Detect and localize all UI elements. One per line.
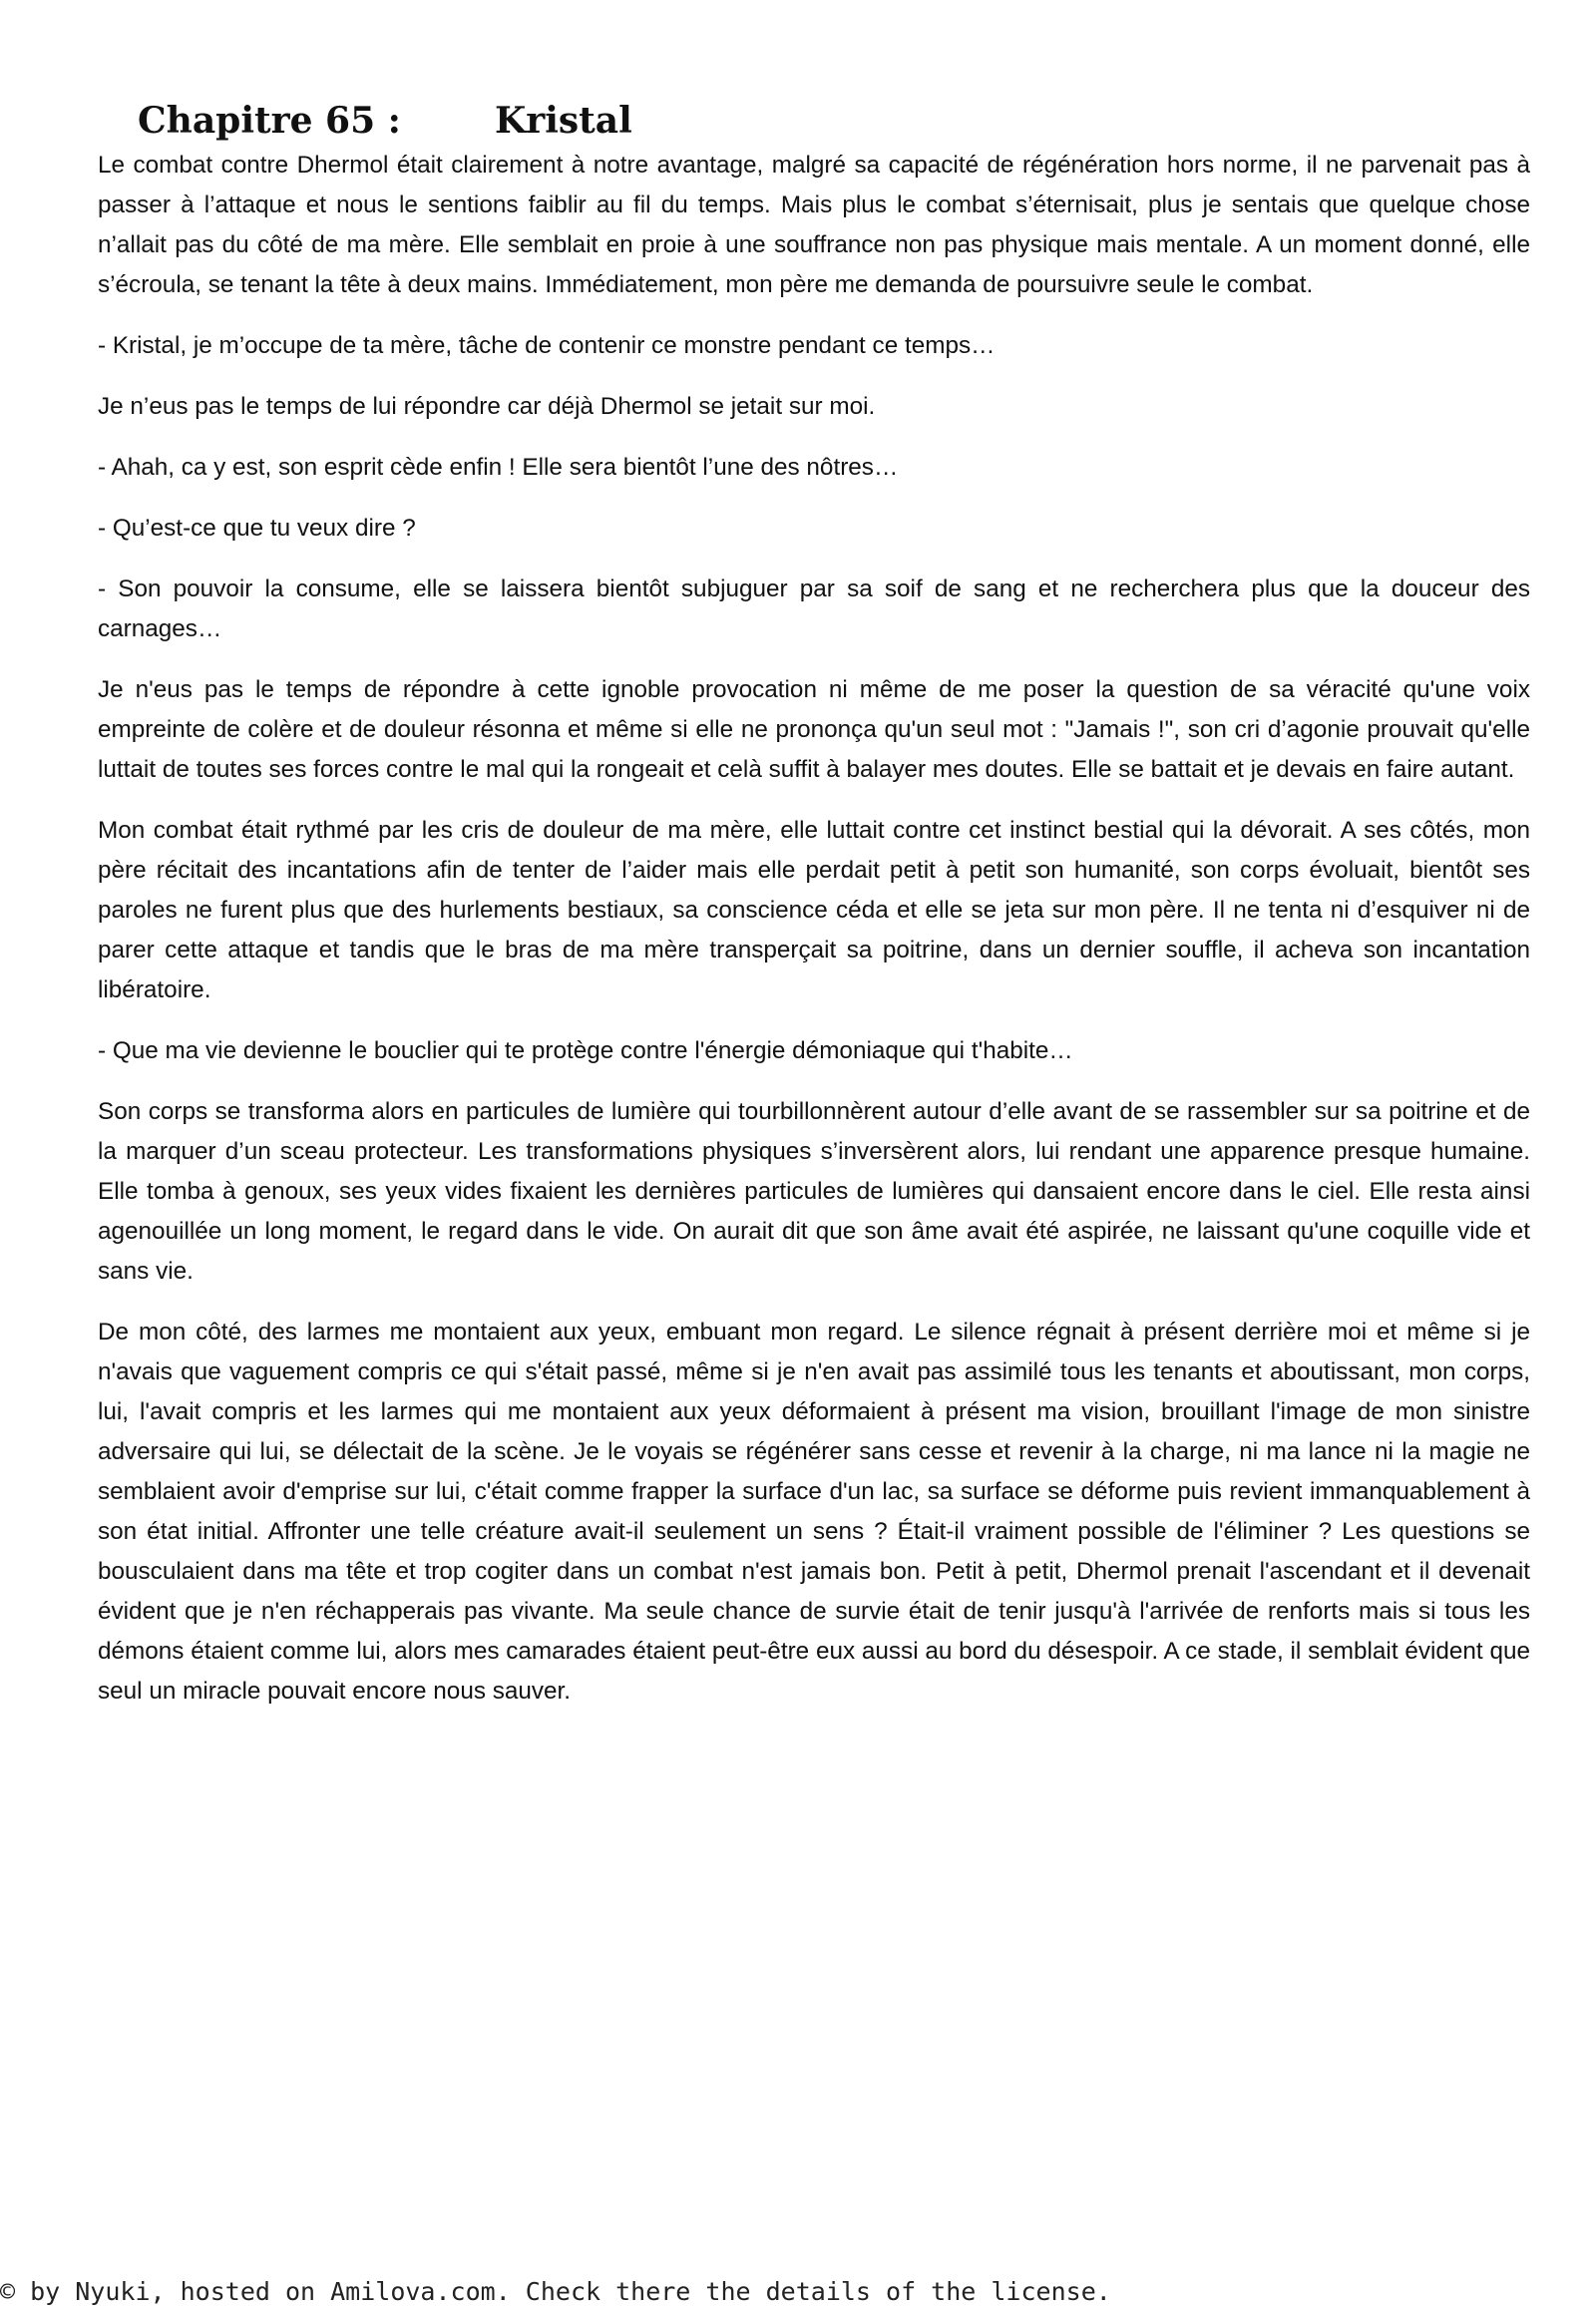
dialogue-line: - Ahah, ca y est, son esprit cède enfin ! Elle sera bientôt l’une des nôtres… bbox=[98, 454, 899, 481]
paragraph: Son corps se transforma alors en particules de lumière qui tourbillonnèrent autour d’elle avant de se rassembler sur sa poitrine et de la marquer d’un sceau protecteur. Les transformations physiques s’inversèrent alors, lui rendant une apparence presque humaine. Elle tomba à genoux, ses yeux vides fixaient les dernières particules de lumières qui dansaient encore dans le ciel. Elle resta ainsi agenouillée un long moment, le regard dans le vide. On aurait dit que son âme avait été aspirée, ne laissant qu'une coquille vide et sans vie. bbox=[98, 1098, 1530, 1285]
document-page bbox=[98, 96, 1530, 1732]
paragraph: Je n'eus pas le temps de répondre à cette ignoble provocation ni même de me poser la question de sa véracité qu'une voix empreinte de colère et de douleur résonna et même si elle ne prononça qu'un seul mot : "Jamais !", son cri d’agonie prouvait qu'elle luttait de toutes ses forces contre le mal qui la rongeait et celà suffit à balayer mes doutes. Elle se battait et je devais en faire autant. bbox=[98, 676, 1530, 783]
paragraph: Le combat contre Dhermol était clairement à notre avantage, malgré sa capacité de régénération hors norme, il ne parvenait pas à passer à l’attaque et nous le sentions faiblir au fil du temps. Mais plus le combat s’éternisait, plus je sentais que quelque chose n’allait pas du côté de ma mère. Elle semblait en proie à une souffrance non pas physique mais mentale. A un moment donné, elle s’écroula, se tenant la tête à deux mains. Immédiatement, mon père me demanda de poursuivre seule le combat. bbox=[98, 152, 1530, 298]
chapter-body bbox=[98, 146, 1530, 1712]
dialogue-line: - Kristal, je m’occupe de ta mère, tâche de contenir ce monstre pendant ce temps… bbox=[98, 332, 996, 359]
paragraph: Mon combat était rythmé par les cris de douleur de ma mère, elle luttait contre cet instinct bestial qui la dévorait. A ses côtés, mon père récitait des incantations afin de tenter de l’aider mais elle perdait petit à petit son humanité, son corps évoluait, bientôt ses paroles ne furent plus que des hurlements bestiaux, sa conscience céda et elle se jeta sur mon père. Il ne tenta ni d’esquiver ni de parer cette attaque et tandis que le bras de ma mère transperçait sa poitrine, dans un dernier souffle, il acheva son incantation libératoire. bbox=[98, 817, 1530, 1003]
dialogue-line: - Que ma vie devienne le bouclier qui te protège contre l'énergie démoniaque qui t'habite… bbox=[98, 1037, 1073, 1064]
dialogue-line: - Son pouvoir la consume, elle se laissera bientôt subjuguer par sa soif de sang et ne recherchera plus que la douceur des carnages… bbox=[98, 576, 1530, 642]
paragraph: Je n’eus pas le temps de lui répondre car déjà Dhermol se jetait sur moi. bbox=[98, 393, 876, 420]
license-footer: © by Nyuki, hosted on Amilova.com. Check there the details of the license. bbox=[0, 2277, 1111, 2306]
chapter-number: Chapitre 65 : bbox=[138, 100, 401, 142]
chapter-title: Kristal bbox=[494, 100, 632, 142]
dialogue-line: - Qu’est-ce que tu veux dire ? bbox=[98, 515, 416, 542]
chapter-heading bbox=[138, 96, 1530, 146]
paragraph: De mon côté, des larmes me montaient aux yeux, embuant mon regard. Le silence régnait à présent derrière moi et même si je n'avais que vaguement compris ce qui s'était passé, même si je n'en avait pas assimilé tous les tenants et aboutissant, mon corps, lui, l'avait compris et les larmes qui me montaient aux yeux déformaient à présent ma vision, brouillant l'image de mon sinistre adversaire qui lui, se délectait de la scène. Je le voyais se régénérer sans cesse et revenir à la charge, ni ma lance ni la magie ne semblaient avoir d'emprise sur lui, c'était comme frapper la surface d'un lac, sa surface se déforme puis revient immanquablement à son état initial. Affronter une telle créature avait-il seulement un sens ? Était-il vraiment possible de l'éliminer ? Les questions se bousculaient dans ma tête et trop cogiter dans un combat n'est jamais bon. Petit à petit, Dhermol prenait l'ascendant et il devenait évident que je n'en réchapperais pas vivante. Ma seule chance de survie était de tenir jusqu'à l'arrivée de renforts mais si tous les démons étaient comme lui, alors mes camarades étaient peut-être eux aussi au bord du désespoir. A ce stade, il semblait évident que seul un miracle pouvait encore nous sauver. bbox=[98, 1319, 1530, 1705]
